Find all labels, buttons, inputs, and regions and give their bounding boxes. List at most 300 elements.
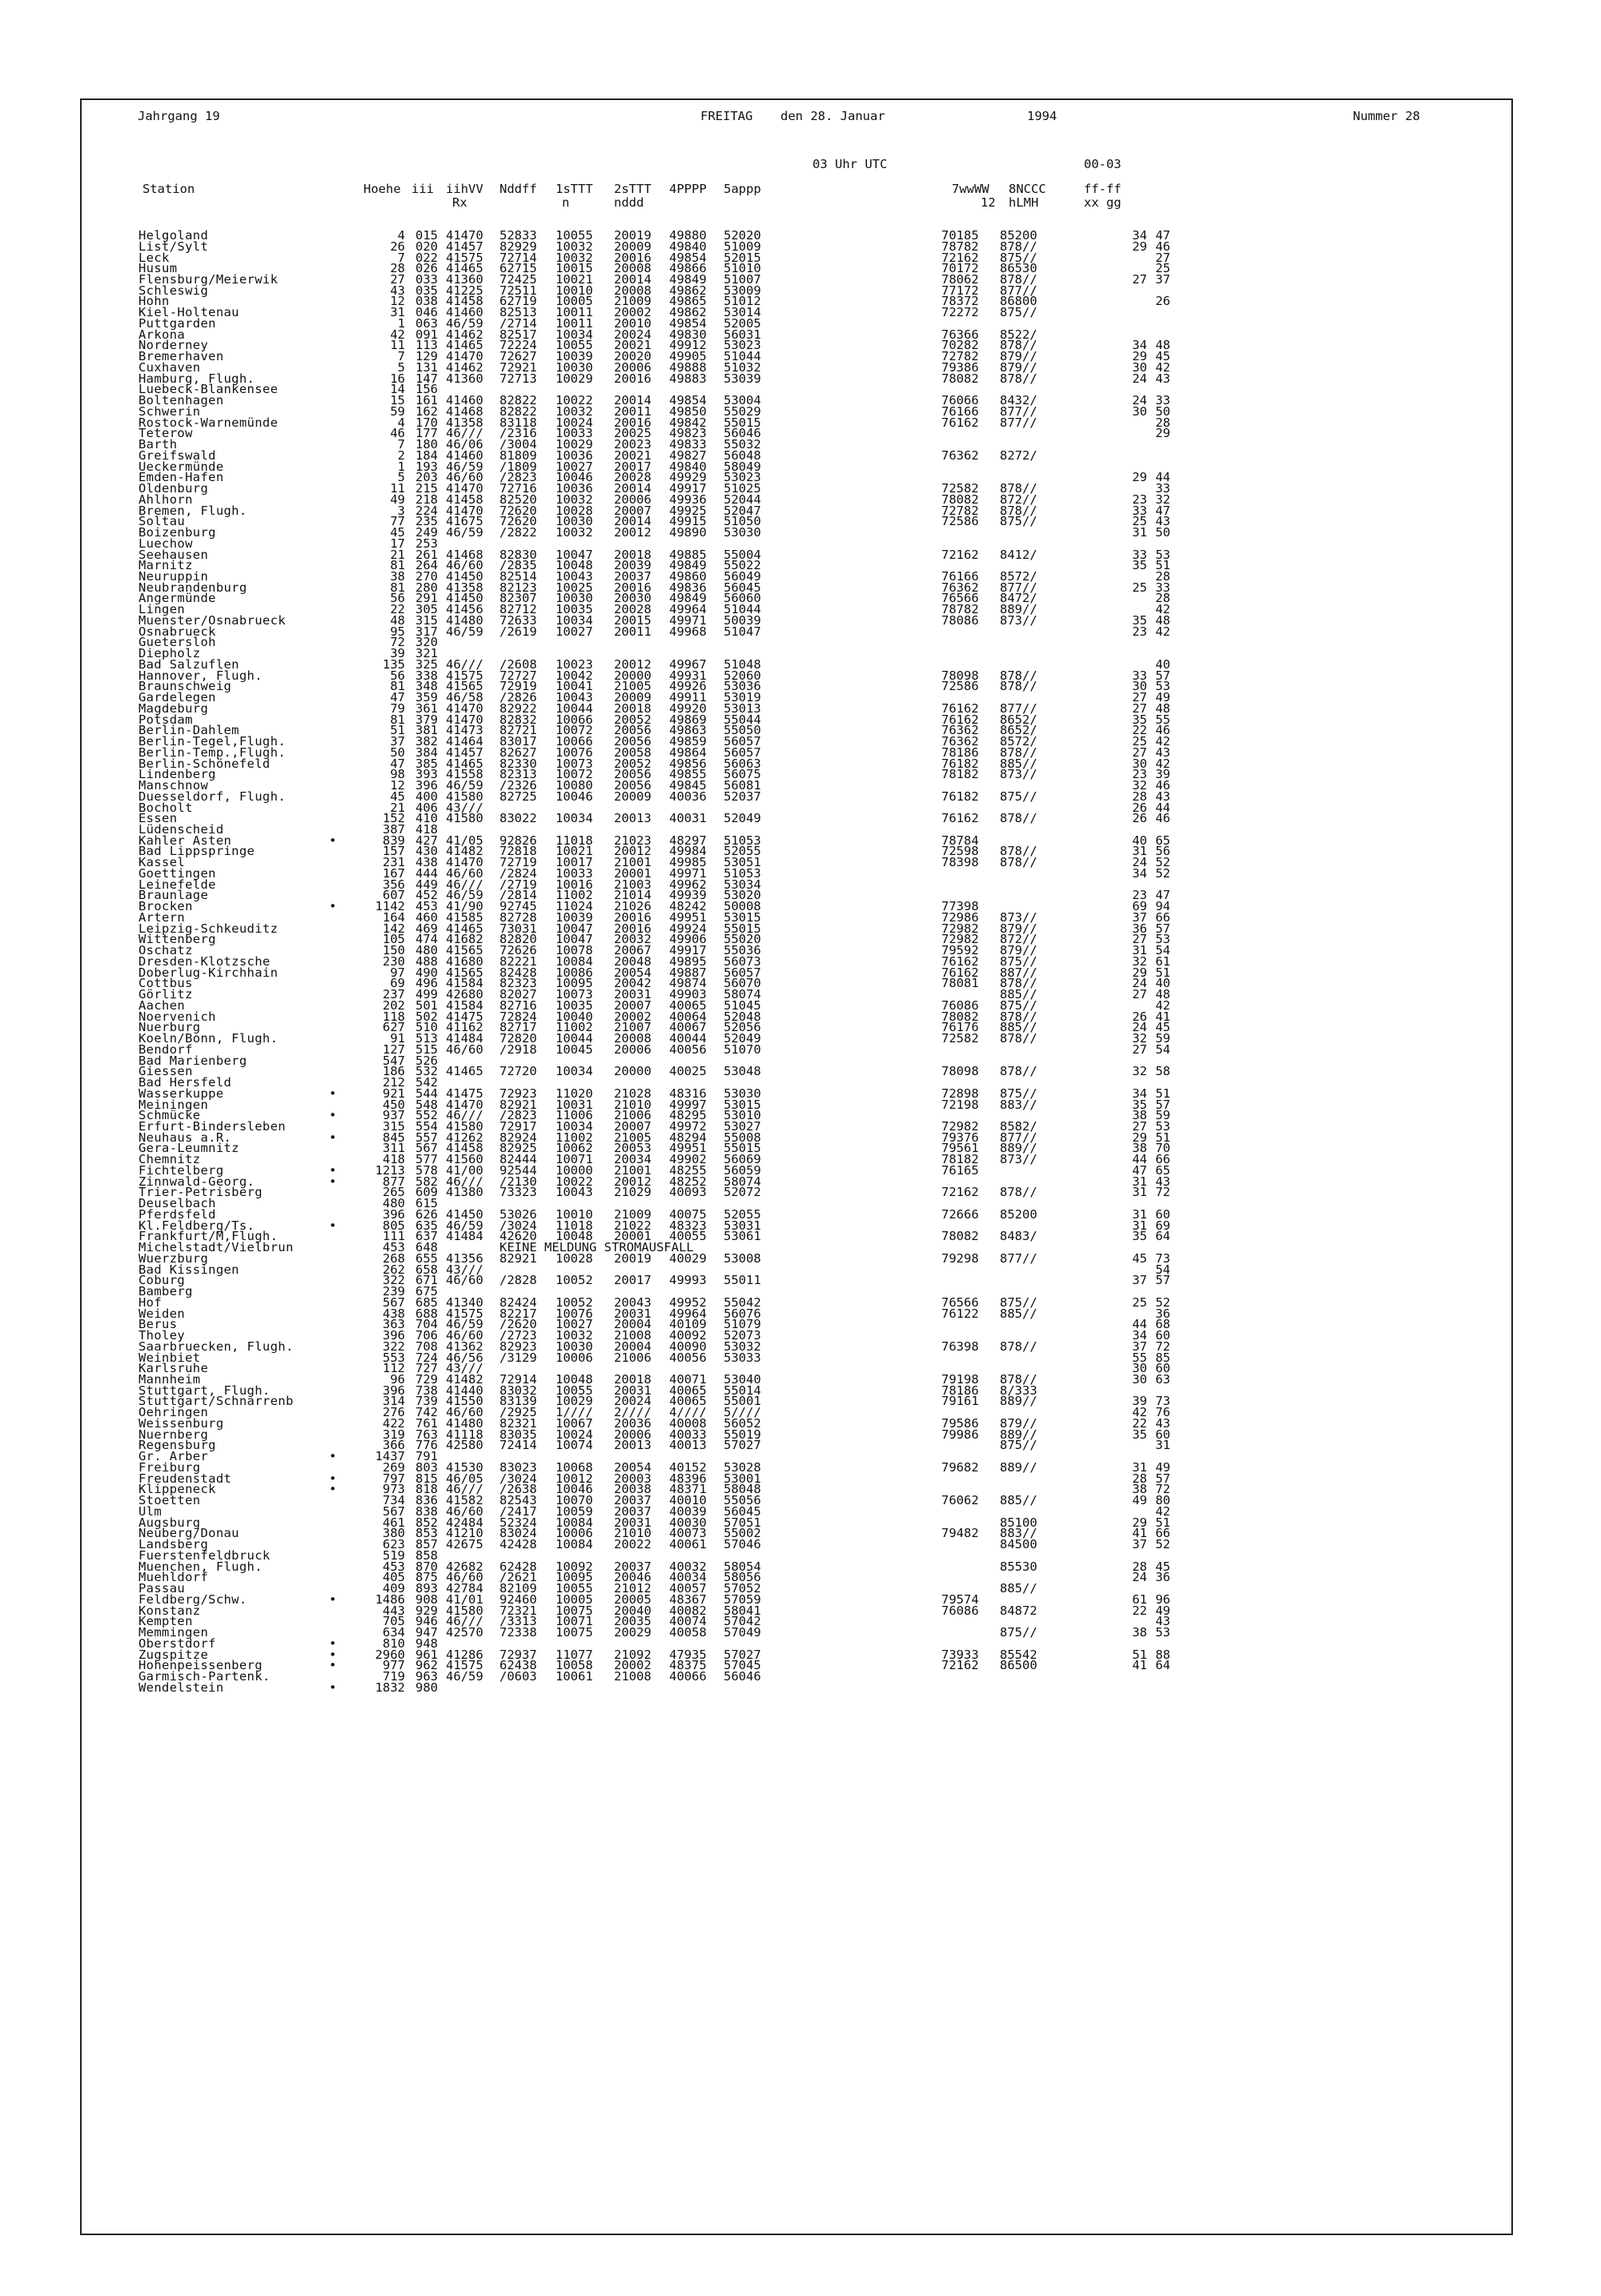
group-8nccc: 84500	[1000, 1537, 1037, 1552]
group-8nccc: 878//	[1000, 503, 1037, 518]
station-name: Fichtelberg	[138, 1162, 224, 1178]
station-name: Boizenburg	[138, 525, 216, 540]
group-1sttt: 10048	[556, 558, 593, 573]
station-name: Bremen, Flugh.	[138, 503, 247, 518]
group-2sttt: 20012	[614, 525, 652, 540]
group-nddff: /2918	[500, 1042, 537, 1057]
ff-xx: 31	[1132, 943, 1147, 958]
group-iihvv: 46/59	[446, 525, 484, 540]
group-4pppp: 40036	[669, 789, 707, 804]
group-nddff: /2823	[500, 470, 537, 485]
group-nddff: /3313	[500, 1614, 537, 1629]
group-4pppp: 40065	[669, 1394, 707, 1409]
group-7wwww: 79574	[941, 1592, 979, 1607]
station-name: Fuerstenfeldbruck	[138, 1547, 271, 1563]
group-8nccc: 879//	[1000, 921, 1037, 936]
station-name: Weiden	[138, 1306, 186, 1321]
station-index: 430	[415, 844, 438, 859]
hoehe: 105	[383, 932, 405, 947]
station-name: Stuttgart, Flugh.	[138, 1383, 271, 1398]
group-5appp: 51079	[724, 1317, 761, 1332]
group-2sttt: 20046	[614, 1570, 652, 1585]
group-2sttt: 20018	[614, 547, 652, 562]
group-nddff: /0603	[500, 1668, 537, 1684]
group-5appp: 55042	[724, 1295, 761, 1310]
station-name: Muenchen, Flugh.	[138, 1559, 263, 1574]
station-index: 908	[415, 1592, 438, 1607]
ff-xx: 38	[1132, 1625, 1147, 1640]
group-4pppp: 49972	[669, 1118, 707, 1134]
group-5appp: 5////	[724, 1405, 761, 1420]
group-iihvv: 41380	[446, 1185, 484, 1200]
ff-xx: 30	[1132, 1372, 1147, 1387]
group-2sttt: 20053	[614, 1141, 652, 1156]
hoehe: 47	[390, 756, 405, 771]
group-5appp: 56081	[724, 778, 761, 793]
group-5appp: 57059	[724, 1592, 761, 1607]
station-index: 381	[415, 723, 438, 738]
group-8nccc: 885//	[1000, 1020, 1037, 1035]
group-1sttt: 11002	[556, 888, 593, 903]
group-iihvv: 46///	[446, 1482, 484, 1497]
hoehe: 69	[390, 976, 405, 991]
group-nddff: 72714	[500, 250, 537, 265]
hoehe: 118	[383, 1009, 405, 1024]
ff-gg: 48	[1155, 338, 1170, 353]
hoehe: 56	[390, 591, 405, 606]
group-1sttt: 10043	[556, 1185, 593, 1200]
group-2sttt: 20054	[614, 965, 652, 980]
group-iihvv: 43///	[446, 1262, 484, 1277]
group-2sttt: 20042	[614, 976, 652, 991]
hoehe: 567	[383, 1295, 405, 1310]
group-2sttt: 20015	[614, 612, 652, 628]
group-7wwww: 76122	[941, 1306, 979, 1321]
station-index: 609	[415, 1185, 438, 1200]
group-2sttt: 20056	[614, 734, 652, 749]
group-5appp: 56046	[724, 426, 761, 441]
group-1sttt: 10028	[556, 1250, 593, 1266]
hoehe: 4	[397, 228, 405, 243]
station-name: Wuerzburg	[138, 1250, 209, 1266]
station-name: Greifswald	[138, 448, 216, 463]
station-name: Emden-Hafen	[138, 470, 224, 485]
group-5appp: 52049	[724, 811, 761, 826]
ff-gg: 57	[1155, 1471, 1170, 1486]
hoehe: 409	[383, 1581, 405, 1596]
group-1sttt: 10044	[556, 1031, 593, 1046]
hoehe: 977	[383, 1658, 405, 1673]
group-4pppp: 49885	[669, 547, 707, 562]
ff-gg: 88	[1155, 1647, 1170, 1662]
station-index: 170	[415, 415, 438, 430]
group-8nccc: 889//	[1000, 1141, 1037, 1156]
group-5appp: 55011	[724, 1273, 761, 1288]
group-2sttt: 21029	[614, 1185, 652, 1200]
ff-xx: 35	[1132, 1097, 1147, 1112]
group-5appp: 53008	[724, 1250, 761, 1266]
ff-xx: 37	[1132, 909, 1147, 925]
marker: •	[329, 1647, 337, 1662]
ff-xx: 69	[1132, 899, 1147, 914]
group-1sttt: 10027	[556, 1317, 593, 1332]
station-name: Koeln/Bonn, Flugh.	[138, 1031, 279, 1046]
group-1sttt: 10027	[556, 459, 593, 474]
group-iihvv: 41475	[446, 1009, 484, 1024]
group-nddff: 82109	[500, 1581, 537, 1596]
group-2sttt: 20008	[614, 1031, 652, 1046]
hoehe: 5	[397, 359, 405, 375]
group-4pppp: 49997	[669, 1097, 707, 1112]
group-1sttt: 10078	[556, 943, 593, 958]
ff-gg: 57	[1155, 1273, 1170, 1288]
col-8nccc: 8NCCC hLMH	[1009, 182, 1046, 211]
group-4pppp: 49866	[669, 261, 707, 276]
group-4pppp: 49854	[669, 315, 707, 331]
group-1sttt: 10024	[556, 415, 593, 430]
group-7wwww: 76086	[941, 1603, 979, 1618]
hoehe: 276	[383, 1405, 405, 1420]
ff-gg: 50	[1155, 525, 1170, 540]
group-2sttt: 21009	[614, 294, 652, 309]
hoehe: 72	[390, 635, 405, 650]
ff-gg: 76	[1155, 1405, 1170, 1420]
station-name: Arkona	[138, 327, 186, 342]
group-1sttt: 10047	[556, 921, 593, 936]
group-7wwww: 76066	[941, 393, 979, 408]
hoehe: 453	[383, 1559, 405, 1574]
ff-xx: 24	[1132, 976, 1147, 991]
group-4pppp: 49917	[669, 943, 707, 958]
ff-gg: 47	[1155, 503, 1170, 518]
group-nddff: 83023	[500, 1459, 537, 1475]
group-iihvv: 46/05	[446, 1471, 484, 1486]
group-nddff: 82725	[500, 789, 537, 804]
group-8nccc: 877//	[1000, 403, 1037, 419]
group-8nccc: 878//	[1000, 338, 1037, 353]
group-nddff: 82514	[500, 568, 537, 584]
group-nddff: 72633	[500, 612, 537, 628]
group-1sttt: 10034	[556, 811, 593, 826]
ff-gg: 56	[1155, 844, 1170, 859]
group-7wwww: 76362	[941, 723, 979, 738]
ff-gg: 66	[1155, 1526, 1170, 1541]
group-nddff: 72713	[500, 371, 537, 386]
group-7wwww: 72582	[941, 1031, 979, 1046]
group-iihvv: 41/00	[446, 1162, 484, 1178]
group-4pppp: 40030	[669, 1515, 707, 1530]
group-8nccc: 8432/	[1000, 393, 1037, 408]
group-7wwww: 76362	[941, 448, 979, 463]
ff-gg: 45	[1155, 1020, 1170, 1035]
ff-gg: 69	[1155, 1218, 1170, 1233]
group-1sttt: 10011	[556, 315, 593, 331]
group-2sttt: 20024	[614, 1394, 652, 1409]
station-name: Braunschweig	[138, 679, 232, 694]
hoehe: 31	[390, 305, 405, 320]
group-8nccc: 889//	[1000, 1427, 1037, 1442]
group-2sttt: 21009	[614, 1206, 652, 1222]
group-7wwww: 79561	[941, 1141, 979, 1156]
group-5appp: 52056	[724, 1020, 761, 1035]
group-5appp: 56059	[724, 1162, 761, 1178]
group-2sttt: 20016	[614, 250, 652, 265]
group-iihvv: 41457	[446, 745, 484, 760]
group-4pppp: 48375	[669, 1658, 707, 1673]
ff-xx: 24	[1132, 393, 1147, 408]
ff-gg: 48	[1155, 612, 1170, 628]
group-2sttt: 21008	[614, 1668, 652, 1684]
group-2sttt: 20008	[614, 261, 652, 276]
station-name: Karlsruhe	[138, 1361, 209, 1376]
station-index: 235	[415, 514, 438, 529]
ff-gg: 49	[1155, 690, 1170, 705]
group-2sttt: 20028	[614, 470, 652, 485]
group-7wwww: 78782	[941, 602, 979, 617]
group-5appp: 56045	[724, 1503, 761, 1519]
group-8nccc: 8412/	[1000, 547, 1037, 562]
station-index: 510	[415, 1020, 438, 1035]
group-iihvv: 41565	[446, 943, 484, 958]
marker: •	[329, 899, 337, 914]
hoehe: 366	[383, 1438, 405, 1453]
group-4pppp: 49984	[669, 844, 707, 859]
group-nddff: 62719	[500, 294, 537, 309]
ff-xx: 31	[1132, 1185, 1147, 1200]
station-name: Berlin-Dahlem	[138, 723, 239, 738]
group-8nccc: 85530	[1000, 1559, 1037, 1574]
station-index: 852	[415, 1515, 438, 1530]
group-4pppp: 49880	[669, 228, 707, 243]
group-4pppp: 49840	[669, 459, 707, 474]
group-5appp: 56057	[724, 745, 761, 760]
ff-gg: 50	[1155, 403, 1170, 419]
group-nddff: /2723	[500, 1328, 537, 1343]
ff-gg: 43	[1155, 789, 1170, 804]
hoehe: 11	[390, 481, 405, 496]
group-4pppp: 49863	[669, 723, 707, 738]
hoehe: 7	[397, 349, 405, 364]
group-2sttt: 20012	[614, 656, 652, 672]
station-name: Artern	[138, 909, 186, 925]
group-nddff: 72321	[500, 1603, 537, 1618]
station-name: Chemnitz	[138, 1152, 201, 1167]
station-name: Konstanz	[138, 1603, 201, 1618]
station-index: 444	[415, 865, 438, 881]
ff-gg: 46	[1155, 723, 1170, 738]
group-7wwww: 76166	[941, 403, 979, 419]
station-index: 858	[415, 1547, 438, 1563]
ff-gg: 28	[1155, 415, 1170, 430]
group-5appp: 53033	[724, 1350, 761, 1365]
station-name: Goettingen	[138, 865, 216, 881]
group-iihvv: 41360	[446, 371, 484, 386]
hoehe: 480	[383, 1196, 405, 1211]
group-7wwww: 79161	[941, 1394, 979, 1409]
group-7wwww: 76566	[941, 1295, 979, 1310]
group-iihvv: 46/60	[446, 1328, 484, 1343]
marker: •	[329, 1482, 337, 1497]
group-iihvv: 41360	[446, 272, 484, 287]
ff-gg: 44	[1155, 800, 1170, 815]
group-nddff: /1809	[500, 459, 537, 474]
group-nddff: 83139	[500, 1394, 537, 1409]
group-1sttt: 10045	[556, 1042, 593, 1057]
group-iihvv: 41482	[446, 1372, 484, 1387]
group-nddff: 62438	[500, 1658, 537, 1673]
hoehe: 3	[397, 503, 405, 518]
ff-gg: 51	[1155, 1086, 1170, 1101]
station-name: Hamburg, Flugh.	[138, 371, 255, 386]
group-4pppp: 40039	[669, 1503, 707, 1519]
station-name: Trier-Petrisberg	[138, 1185, 263, 1200]
group-5appp: 53023	[724, 470, 761, 485]
station-name: Mannheim	[138, 1372, 201, 1387]
hoehe: 237	[383, 987, 405, 1002]
group-1sttt: 10076	[556, 745, 593, 760]
group-2sttt: 20037	[614, 1493, 652, 1508]
station-index: 671	[415, 1273, 438, 1288]
group-iihvv: 41464	[446, 734, 484, 749]
group-iihvv: 46/60	[446, 1503, 484, 1519]
group-8nccc: 875//	[1000, 1625, 1037, 1640]
station-index: 253	[415, 536, 438, 551]
group-2sttt: 20006	[614, 492, 652, 507]
group-1sttt: 10055	[556, 1383, 593, 1398]
station-index: 963	[415, 1668, 438, 1684]
ff-xx: 31	[1132, 1174, 1147, 1189]
group-1sttt: 10022	[556, 1174, 593, 1189]
group-1sttt: 10059	[556, 1503, 593, 1519]
station-index: 162	[415, 403, 438, 419]
group-8nccc: 872//	[1000, 492, 1037, 507]
group-nddff: 72224	[500, 338, 537, 353]
group-8nccc: 885//	[1000, 1306, 1037, 1321]
ff-gg: 53	[1155, 932, 1170, 947]
group-4pppp: 49849	[669, 272, 707, 287]
ff-gg: 54	[1155, 1262, 1170, 1277]
group-8nccc: 878//	[1000, 679, 1037, 694]
group-7wwww: 76566	[941, 591, 979, 606]
group-7wwww: 77172	[941, 283, 979, 298]
ff-gg: 64	[1155, 1229, 1170, 1244]
group-2sttt: 20021	[614, 448, 652, 463]
ff-xx: 33	[1132, 547, 1147, 562]
ff-xx: 38	[1132, 1482, 1147, 1497]
col-7wwww: 7wwWW 12	[952, 182, 996, 211]
group-nddff: 82027	[500, 987, 537, 1002]
hoehe: 135	[383, 656, 405, 672]
group-2sttt: 20034	[614, 1152, 652, 1167]
group-8nccc: 878//	[1000, 1064, 1037, 1079]
group-8nccc: 86800	[1000, 294, 1037, 309]
group-1sttt: 10052	[556, 1273, 593, 1288]
ff-gg: 43	[1155, 1174, 1170, 1189]
hoehe: 37	[390, 734, 405, 749]
ff-gg: 33	[1155, 481, 1170, 496]
group-2sttt: 20016	[614, 580, 652, 595]
group-5appp: 55001	[724, 1394, 761, 1409]
group-4pppp: 49925	[669, 503, 707, 518]
station-index: 706	[415, 1328, 438, 1343]
group-1sttt: 11018	[556, 833, 593, 848]
station-index: 469	[415, 921, 438, 936]
ff-xx: 27	[1132, 690, 1147, 705]
group-5appp: 51007	[724, 272, 761, 287]
ff-gg: 53	[1155, 547, 1170, 562]
group-2sttt: 20008	[614, 283, 652, 298]
group-7wwww: 72598	[941, 844, 979, 859]
ff-xx: 32	[1132, 778, 1147, 793]
group-4pppp: 49967	[669, 656, 707, 672]
hoehe: 14	[390, 382, 405, 397]
group-iihvv: 41470	[446, 349, 484, 364]
station-index: 577	[415, 1152, 438, 1167]
group-1sttt: 10022	[556, 393, 593, 408]
group-8nccc: 85100	[1000, 1515, 1037, 1530]
group-1sttt: 10034	[556, 612, 593, 628]
group-4pppp: 40071	[669, 1372, 707, 1387]
group-4pppp: 40031	[669, 811, 707, 826]
group-1sttt: 10086	[556, 965, 593, 980]
ff-gg: 49	[1155, 1603, 1170, 1618]
station-name: Neubrandenburg	[138, 580, 247, 595]
group-iihvv: 41470	[446, 855, 484, 870]
group-5appp: 56057	[724, 965, 761, 980]
group-iihvv: 41582	[446, 1493, 484, 1508]
group-2sttt: 20016	[614, 371, 652, 386]
station-name: Gera-Leumnitz	[138, 1141, 239, 1156]
group-2sttt: 20030	[614, 591, 652, 606]
group-5appp: 57045	[724, 1658, 761, 1673]
ff-gg: 43	[1155, 1614, 1170, 1629]
station-index: 488	[415, 953, 438, 969]
station-index: 544	[415, 1086, 438, 1101]
station-index: 578	[415, 1162, 438, 1178]
station-index: 688	[415, 1306, 438, 1321]
group-iihvv: 41484	[446, 1229, 484, 1244]
group-2sttt: 20002	[614, 305, 652, 320]
ff-xx: 27	[1132, 987, 1147, 1002]
hoehe: 269	[383, 1459, 405, 1475]
group-iihvv: 41565	[446, 679, 484, 694]
ff-gg: 47	[1155, 888, 1170, 903]
group-5appp: 53034	[724, 877, 761, 892]
group-1sttt: 10036	[556, 448, 593, 463]
group-5appp: 58074	[724, 1174, 761, 1189]
group-nddff: 83017	[500, 734, 537, 749]
group-1sttt: 10072	[556, 723, 593, 738]
station-index: 449	[415, 877, 438, 892]
group-5appp: 56049	[724, 568, 761, 584]
group-nddff: 82428	[500, 965, 537, 980]
ff-xx: 30	[1132, 359, 1147, 375]
ff-xx: 51	[1132, 1647, 1147, 1662]
station-name: Lindenberg	[138, 767, 216, 782]
ff-xx: 34	[1132, 1086, 1147, 1101]
ff-xx: 22	[1132, 1415, 1147, 1431]
station-name: Giessen	[138, 1064, 193, 1079]
group-iihvv: 42682	[446, 1559, 484, 1574]
ff-xx: 28	[1132, 789, 1147, 804]
group-8nccc: 875//	[1000, 1438, 1037, 1453]
ff-xx: 40	[1132, 833, 1147, 848]
station-name: Feldberg/Schw.	[138, 1592, 247, 1607]
ff-xx: 44	[1132, 1317, 1147, 1332]
group-iihvv: 41585	[446, 909, 484, 925]
station-index: 460	[415, 909, 438, 925]
hoehe: 1437	[375, 1449, 405, 1464]
